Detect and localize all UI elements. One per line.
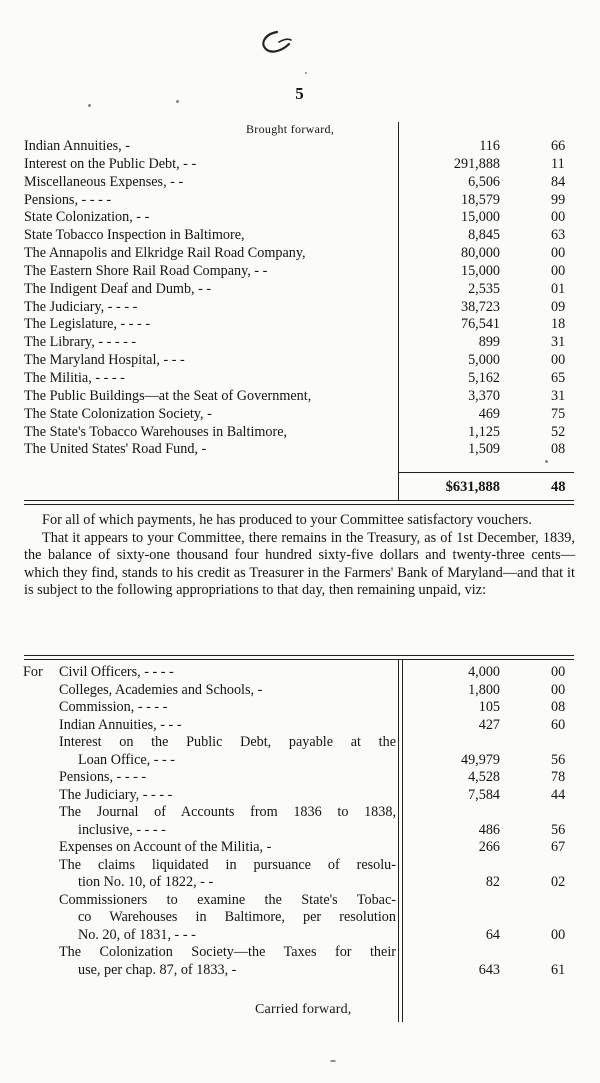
appropriation-label: The Colonization Society—the Taxes for their: [59, 944, 396, 960]
appropriation-label: use, per chap. 87, of 1833, -: [78, 961, 237, 978]
appropriation-row: [24, 927, 574, 945]
payment-dollars: 899: [478, 334, 500, 351]
payment-label: State Colonization, - -: [24, 209, 150, 226]
payment-row: [24, 334, 574, 352]
appropriation-label: tion No. 10, of 1822, - -: [78, 874, 214, 890]
payment-row: [24, 138, 574, 156]
appropriation-label: co Warehouses in Baltimore, per resolution: [78, 909, 396, 925]
appropriation-label: Pensions, - - - -: [59, 769, 147, 785]
payment-label: The Eastern Shore Rail Road Company, - -: [24, 262, 268, 279]
appropriation-dollars: 266: [478, 839, 500, 855]
appropriation-cents: 00: [551, 681, 566, 698]
payment-dollars: 15,000: [460, 262, 500, 279]
payment-label: The Maryland Hospital, - - -: [24, 352, 185, 369]
total-row: [24, 479, 574, 499]
appropriation-label: inclusive, - - - -: [78, 821, 166, 838]
appropriation-label: Colleges, Academies and Schools, -: [59, 681, 263, 698]
payment-dollars: 1,509: [468, 441, 500, 458]
payment-label: The United States' Road Fund, -: [24, 441, 207, 458]
appropriation-dollars: 49,979: [460, 751, 500, 768]
payment-label: State Tobacco Inspection in Baltimore,: [24, 227, 245, 244]
appropriation-dollars: 643: [478, 961, 500, 978]
payment-cents: 11: [551, 155, 565, 172]
appropriation-dollars: 427: [478, 716, 500, 733]
payment-cents: 65: [551, 369, 566, 386]
appropriation-row: [24, 909, 574, 927]
appropriation-label: Interest on the Public Debt, payable at the: [59, 734, 396, 750]
appropriation-cents: 60: [551, 716, 566, 733]
paragraph-treasury-balance: That it appears to your Committee, there remains in the Treasury, as of 1st December, 1839, the balance of sixty-one thousand four hundred sixty-five dollars and twenty-three cents—which they find, stands to his credit as Treasurer in the Farmers' Bank of Maryland—and that it is subject to the following appropriations to that day, then remaining unpaid, viz:: [24, 529, 575, 599]
payment-dollars: 15,000: [460, 209, 500, 226]
appropriation-label: Loan Office, - - -: [78, 751, 176, 768]
payment-label: Pensions, - - - -: [24, 191, 112, 208]
payment-dollars: 8,845: [468, 227, 500, 244]
appropriation-label: No. 20, of 1831, - - -: [78, 926, 196, 943]
payment-dollars: 3,370: [468, 387, 500, 404]
payment-dollars: 291,888: [453, 155, 500, 172]
payment-row: [24, 316, 574, 334]
appropriation-cents: 02: [551, 874, 566, 890]
payment-label: The Judiciary, - - - -: [24, 298, 138, 315]
payment-row: [24, 299, 574, 317]
payment-row: [24, 156, 574, 174]
appropriation-row: [24, 717, 574, 735]
payment-label: Miscellaneous Expenses, - -: [24, 173, 184, 190]
payment-row: [24, 406, 574, 424]
pen-scribble: [255, 28, 305, 58]
appropriation-row: [24, 682, 574, 700]
payment-cents: 31: [551, 387, 566, 404]
appropriation-row: [24, 839, 574, 857]
appropriation-label: The Journal of Accounts from 1836 to 1838,: [59, 804, 396, 820]
payment-cents: 00: [551, 352, 566, 369]
appropriation-label: Commission, - - - -: [59, 699, 168, 715]
appropriation-dollars: 4,000: [468, 664, 500, 680]
appropriation-row: [24, 857, 574, 875]
payment-dollars: 76,541: [460, 316, 500, 333]
payment-cents: 00: [551, 245, 566, 262]
payment-row: [24, 209, 574, 227]
paper-speck: [305, 72, 307, 74]
appropriation-label: The claims liquidated in pursuance of resolu-: [59, 856, 396, 873]
payment-label: The Annapolis and Elkridge Rail Road Company,: [24, 245, 306, 262]
appropriation-dollars: 82: [485, 874, 500, 890]
paper-speck: [545, 460, 548, 463]
payment-label: Indian Annuities, -: [24, 138, 130, 154]
payment-row: [24, 245, 574, 263]
appropriation-label: Expenses on Account of the Militia, -: [59, 839, 272, 855]
appropriation-dollars: 105: [478, 699, 500, 715]
appropriation-row: [24, 664, 574, 682]
payment-dollars: 2,535: [468, 280, 500, 297]
appropriation-cents: 08: [551, 699, 566, 715]
payment-row: [24, 192, 574, 210]
payment-label: The State Colonization Society, -: [24, 405, 212, 422]
payment-cents: 00: [551, 262, 566, 279]
payment-row: [24, 263, 574, 281]
appropriation-dollars: 1,800: [468, 681, 500, 698]
payment-dollars: 80,000: [460, 245, 500, 262]
appropriation-cents: 00: [551, 926, 566, 943]
appropriation-row: [24, 874, 574, 892]
appropriation-dollars: 4,528: [468, 769, 500, 785]
payment-cents: 18: [551, 316, 566, 333]
appropriation-row: [24, 699, 574, 717]
payment-cents: 66: [551, 138, 566, 154]
appropriation-cents: 44: [551, 786, 566, 803]
brought-forward-label: Brought forward,: [246, 122, 335, 136]
payments-rows: [24, 138, 574, 459]
payment-cents: 63: [551, 227, 566, 244]
appropriation-prefix: For: [23, 664, 43, 680]
appropriation-row: [24, 892, 574, 910]
appropriation-cents: 56: [551, 821, 566, 838]
appropriation-row: [24, 804, 574, 822]
payment-cents: 01: [551, 280, 566, 297]
payment-dollars: 1,125: [468, 423, 500, 440]
payment-row: [24, 424, 574, 442]
appropriation-dollars: 486: [478, 821, 500, 838]
appropriation-row: [24, 787, 574, 805]
payment-row: [24, 352, 574, 370]
payment-cents: 08: [551, 441, 566, 458]
payment-label: Interest on the Public Debt, - -: [24, 155, 197, 172]
payment-row: [24, 388, 574, 406]
payment-label: The Militia, - - - -: [24, 369, 125, 386]
payment-cents: 31: [551, 334, 566, 351]
payment-cents: 52: [551, 423, 566, 440]
payment-dollars: 6,506: [468, 173, 500, 190]
payment-label: The Legislature, - - - -: [24, 316, 151, 333]
appropriation-row: [24, 962, 574, 980]
payment-dollars: 116: [479, 138, 500, 154]
payment-dollars: 5,162: [468, 369, 500, 386]
page-number: 5: [295, 84, 305, 103]
payment-row: [24, 441, 574, 459]
paragraph-vouchers: For all of which payments, he has produced to your Committee satisfactory vouchers.: [42, 512, 532, 528]
paper-speck: [176, 100, 179, 103]
appropriation-dollars: 7,584: [468, 786, 500, 803]
payment-label: The Public Buildings—at the Seat of Government,: [24, 387, 312, 404]
appropriation-row: [24, 734, 574, 752]
payment-cents: 09: [551, 298, 566, 315]
payment-dollars: 18,579: [460, 191, 500, 208]
paper-speck: [88, 104, 91, 107]
payment-cents: 84: [551, 173, 566, 190]
appropriation-row: [24, 752, 574, 770]
payment-cents: 99: [551, 191, 566, 208]
payment-row: [24, 227, 574, 245]
total-rule: [398, 472, 574, 473]
double-rule-bottom: [24, 655, 574, 660]
appropriation-label: The Judiciary, - - - -: [59, 786, 173, 803]
total-cents: 48: [551, 479, 566, 495]
payment-row: [24, 174, 574, 192]
payment-row: [24, 281, 574, 299]
payment-dollars: 469: [478, 405, 500, 422]
appropriation-row: [24, 944, 574, 962]
payment-label: The Indigent Deaf and Dumb, - -: [24, 280, 212, 297]
double-rule-top: [24, 500, 574, 505]
appropriation-cents: 56: [551, 751, 566, 768]
carried-forward-label: Carried forward,: [255, 1002, 352, 1017]
appropriation-label: Commissioners to examine the State's Tobac-: [59, 891, 396, 908]
appropriation-cents: 67: [551, 839, 566, 855]
payment-row: [24, 370, 574, 388]
payment-label: The State's Tobacco Warehouses in Baltimore,: [24, 423, 288, 440]
appropriation-row: [24, 822, 574, 840]
total-dollars: $631,888: [445, 479, 500, 495]
payment-cents: 75: [551, 405, 566, 422]
appropriation-cents: 61: [551, 961, 566, 978]
appropriation-dollars: 64: [485, 926, 500, 943]
appropriation-label: Civil Officers, - - - -: [59, 664, 174, 680]
appropriations-rows: [24, 664, 574, 979]
appropriation-row: [24, 769, 574, 787]
appropriation-cents: 00: [551, 664, 566, 680]
payment-dollars: 38,723: [460, 298, 500, 315]
appropriation-cents: 78: [551, 769, 566, 785]
appropriation-label: Indian Annuities, - - -: [59, 716, 182, 733]
report-text: [24, 512, 575, 600]
payment-cents: 00: [551, 209, 566, 226]
paper-speck: [330, 1060, 336, 1062]
payment-label: The Library, - - - - -: [24, 334, 137, 351]
payment-dollars: 5,000: [468, 352, 500, 369]
